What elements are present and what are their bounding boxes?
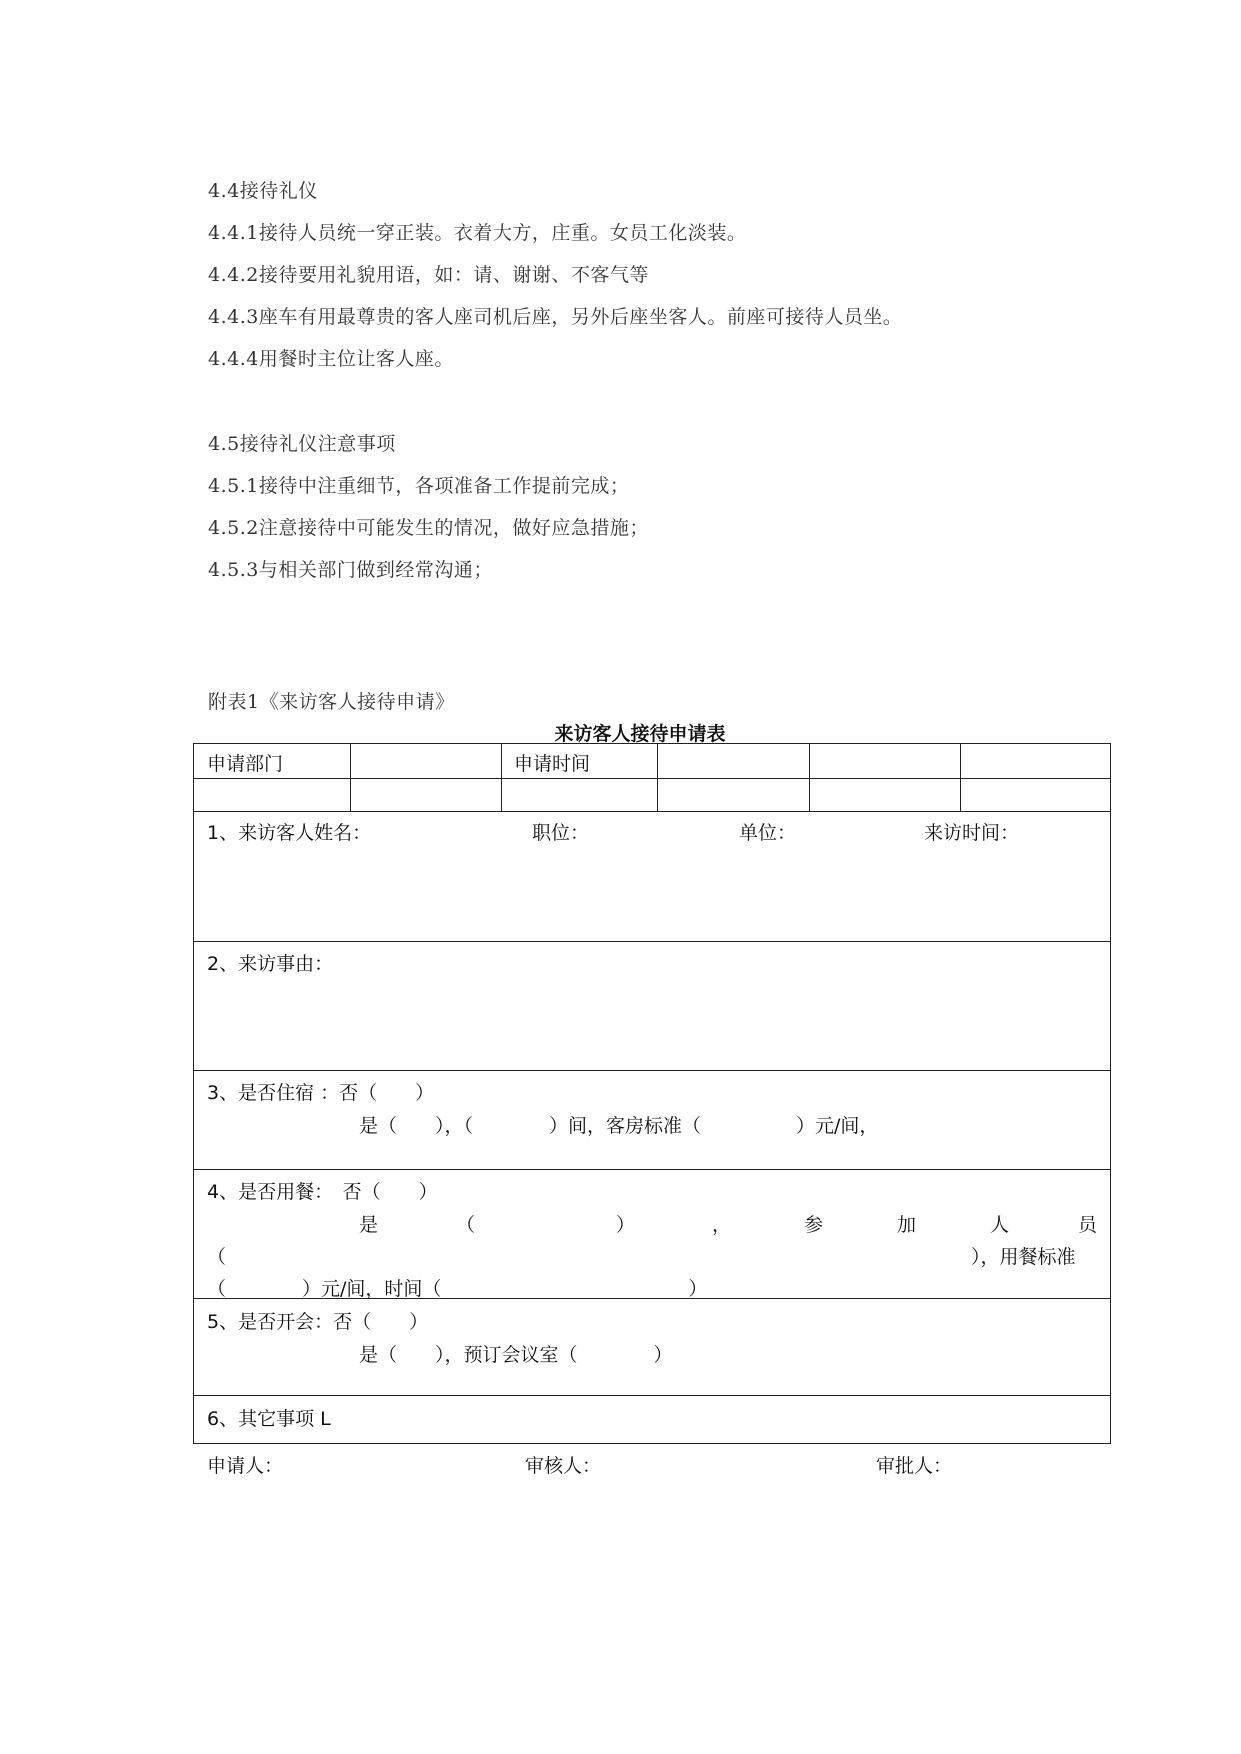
meal-standard-label: ），用餐标准 (971, 1246, 1076, 1268)
meal-word: ， (712, 1214, 732, 1236)
meeting-label: 5、是否开会：否（ ） (207, 1311, 429, 1333)
visit-reason-label: 2、来访事由： (207, 953, 334, 975)
section-4-5-heading: 4.5接待礼仪注意事项 (208, 433, 396, 455)
dept-value-field[interactable] (351, 745, 500, 777)
approver-label: 审批人： (876, 1455, 953, 1477)
row-divider (194, 778, 1110, 779)
visit-time-label: 来访时间： (924, 822, 1020, 844)
section-4-4-4: 4.4.4用餐时主位让客人座。 (208, 348, 454, 370)
row-divider (194, 941, 1110, 942)
meal-standard-open: （ (207, 1246, 227, 1268)
col-divider (501, 744, 502, 811)
visitor-position-label: 职位： (532, 822, 590, 844)
meal-word: ） (616, 1214, 636, 1236)
section-4-4-heading: 4.4接待礼仪 (208, 180, 318, 202)
row-divider (194, 811, 1110, 812)
visitor-unit-label: 单位： (739, 822, 797, 844)
meal-word: 是 (359, 1214, 379, 1236)
section-4-4-3: 4.4.3座车有用最尊贵的客人座司机后座，另外后座坐客人。前座可接待人员坐。 (208, 306, 903, 328)
meal-word: 员 (1078, 1214, 1098, 1236)
section-4-4-1: 4.4.1接待人员统一穿正装。衣着大方，庄重。女员工化淡装。 (208, 222, 747, 244)
time-label: 申请时间 (514, 753, 591, 775)
meal-word: 人 (990, 1214, 1010, 1236)
applicant-label: 申请人： (207, 1455, 284, 1477)
meal-label: 4、是否用餐： 否（ ） (207, 1181, 438, 1203)
meal-word: 加 (897, 1214, 917, 1236)
section-4-5-3: 4.5.3与相关部门做到经常沟通； (208, 559, 493, 581)
section-4-5-2: 4.5.2注意接待中可能发生的情况，做好应急措施； (208, 517, 649, 539)
section-4-4-2: 4.4.2接待要用礼貌用语，如：请、谢谢、不客气等 (208, 264, 649, 286)
meal-word: 参 (804, 1214, 824, 1236)
appendix-label: 附表1《来访客人接待申请》 (208, 691, 455, 713)
meeting-room-detail: 是（ ），预订会议室（ ） (359, 1344, 673, 1366)
dept-label: 申请部门 (207, 753, 284, 775)
reviewer-label: 审核人： (525, 1455, 602, 1477)
col-divider (960, 744, 961, 811)
application-form-table (193, 743, 1111, 1444)
lodging-label: 3、是否住宿 ：否（ ） (207, 1082, 435, 1104)
other-matters-label: 6、其它事项 L (207, 1408, 331, 1430)
meal-word: （ (456, 1214, 476, 1236)
row-divider (194, 1395, 1110, 1396)
form-title: 来访客人接待申请表 (554, 723, 726, 745)
meal-time-line: （ ）元/间，时间（ ） (207, 1278, 708, 1300)
row-divider (194, 1070, 1110, 1071)
lodging-detail: 是（ ），（ ）间，客房标准（ ）元/间， (359, 1115, 879, 1137)
time-value-field[interactable] (658, 745, 808, 777)
visitor-name-label: 1、来访客人姓名： (207, 822, 372, 844)
section-4-5-1: 4.5.1接待中注重细节，各项准备工作提前完成； (208, 475, 630, 497)
col-divider (809, 744, 810, 811)
row-divider (194, 1169, 1110, 1170)
